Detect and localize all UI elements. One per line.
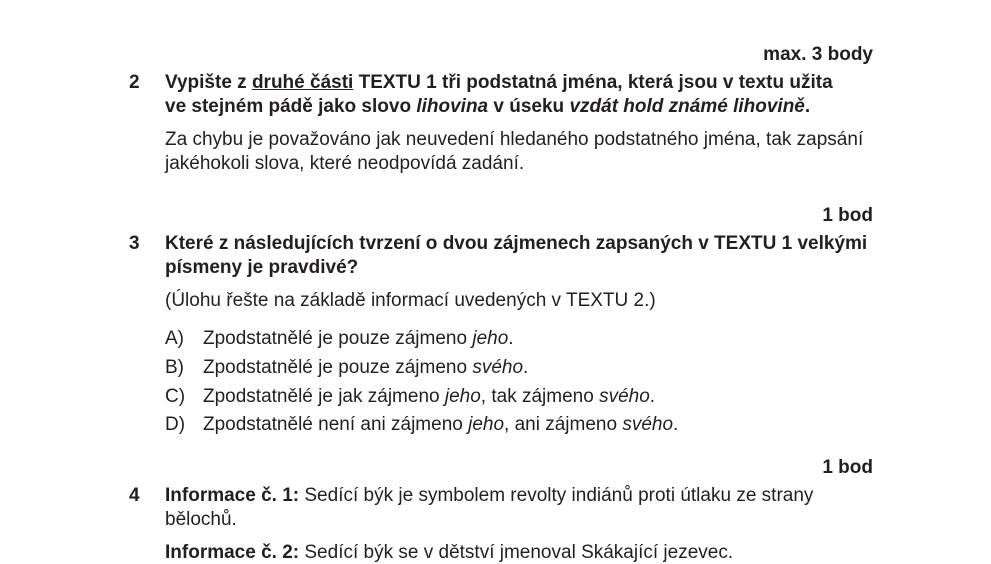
- option-text: Zpodstatnělé je pouze zájmeno: [203, 328, 473, 349]
- option-text: .: [523, 357, 529, 378]
- q4-info1-text: Sedící býk je symbolem revolty indiánů proti útlaku ze strany: [299, 485, 814, 506]
- option-text: .: [649, 386, 656, 407]
- q2-prompt-underlined: druhé části: [251, 72, 354, 93]
- option-text: Zpodstatnělé je jak zájmeno: [203, 386, 445, 407]
- option-text: Zpodstatnělé je pouze zájmeno: [203, 357, 473, 378]
- q4-info2-label: Informace č. 2:: [165, 542, 300, 563]
- q3-points: 1 bod: [822, 205, 873, 226]
- q2-number: 2: [129, 72, 140, 93]
- q3-hint: (Úlohu řešte na základě informací uvedených v TEXTU 2.): [165, 290, 656, 311]
- q2-note-line2: jakéhokoli slova, které neodpovídá zadání.: [165, 153, 525, 174]
- option-italic: svého: [622, 414, 674, 435]
- q2-prompt-italic: lihovina: [416, 96, 489, 117]
- q4-info1-line1: [165, 485, 813, 507]
- q2-points: max. 3 body: [763, 44, 873, 65]
- option-italic: svého: [472, 357, 524, 378]
- q3-option-c-letter[interactable]: C): [165, 386, 186, 407]
- q4-info2-line: [165, 542, 733, 564]
- q2-note-line1: Za chybu je považováno jak neuvedení hledaného podstatného jména, tak zapsání: [165, 129, 864, 150]
- option-italic: jeho: [472, 328, 509, 349]
- option-italic: jeho: [468, 414, 505, 435]
- q3-number: 3: [129, 233, 140, 254]
- option-italic: jeho: [444, 386, 481, 407]
- q2-prompt-line2: [165, 96, 810, 118]
- option-text: .: [508, 328, 514, 349]
- q3-option-a-letter[interactable]: A): [165, 328, 184, 349]
- q4-info1-line2: bělochů.: [165, 509, 237, 530]
- q2-prompt-line1: [165, 72, 833, 94]
- q3-prompt-line2: písmeny je pravdivé?: [165, 257, 359, 278]
- q4-info1-label: Informace č. 1:: [165, 485, 300, 506]
- q4-info2-text: Sedící býk se v dětství jmenoval Skákající jezevec.: [299, 542, 734, 563]
- option-text: , ani zájmeno: [504, 414, 623, 435]
- q3-option-b-text[interactable]: [203, 357, 528, 379]
- q2-prompt-text: TEXTU 1 tři podstatná jména, která jsou v textu užita: [353, 72, 833, 93]
- q2-prompt-text: Vypište z: [165, 72, 252, 93]
- q2-prompt-text: ve stejném pádě jako slovo: [165, 96, 417, 117]
- q4-number: 4: [129, 485, 140, 506]
- q4-points: 1 bod: [822, 457, 873, 478]
- q2-prompt-text: v úseku: [488, 96, 570, 117]
- option-italic: svého: [599, 386, 650, 407]
- q3-option-d-text[interactable]: [203, 414, 678, 436]
- q3-option-b-letter[interactable]: B): [165, 357, 184, 378]
- q3-option-a-text[interactable]: [203, 328, 514, 350]
- q2-prompt-text: .: [804, 96, 811, 117]
- q3-prompt-line1: Které z následujících tvrzení o dvou zájmenech zapsaných v TEXTU 1 velkými: [165, 233, 868, 254]
- q2-prompt-italic: vzdát hold známé lihovině: [569, 96, 805, 117]
- option-text: .: [673, 414, 679, 435]
- option-text: , tak zájmeno: [480, 386, 600, 407]
- q3-option-d-letter[interactable]: D): [165, 414, 186, 435]
- q3-option-c-text[interactable]: [203, 386, 655, 408]
- option-text: Zpodstatnělé není ani zájmeno: [203, 414, 469, 435]
